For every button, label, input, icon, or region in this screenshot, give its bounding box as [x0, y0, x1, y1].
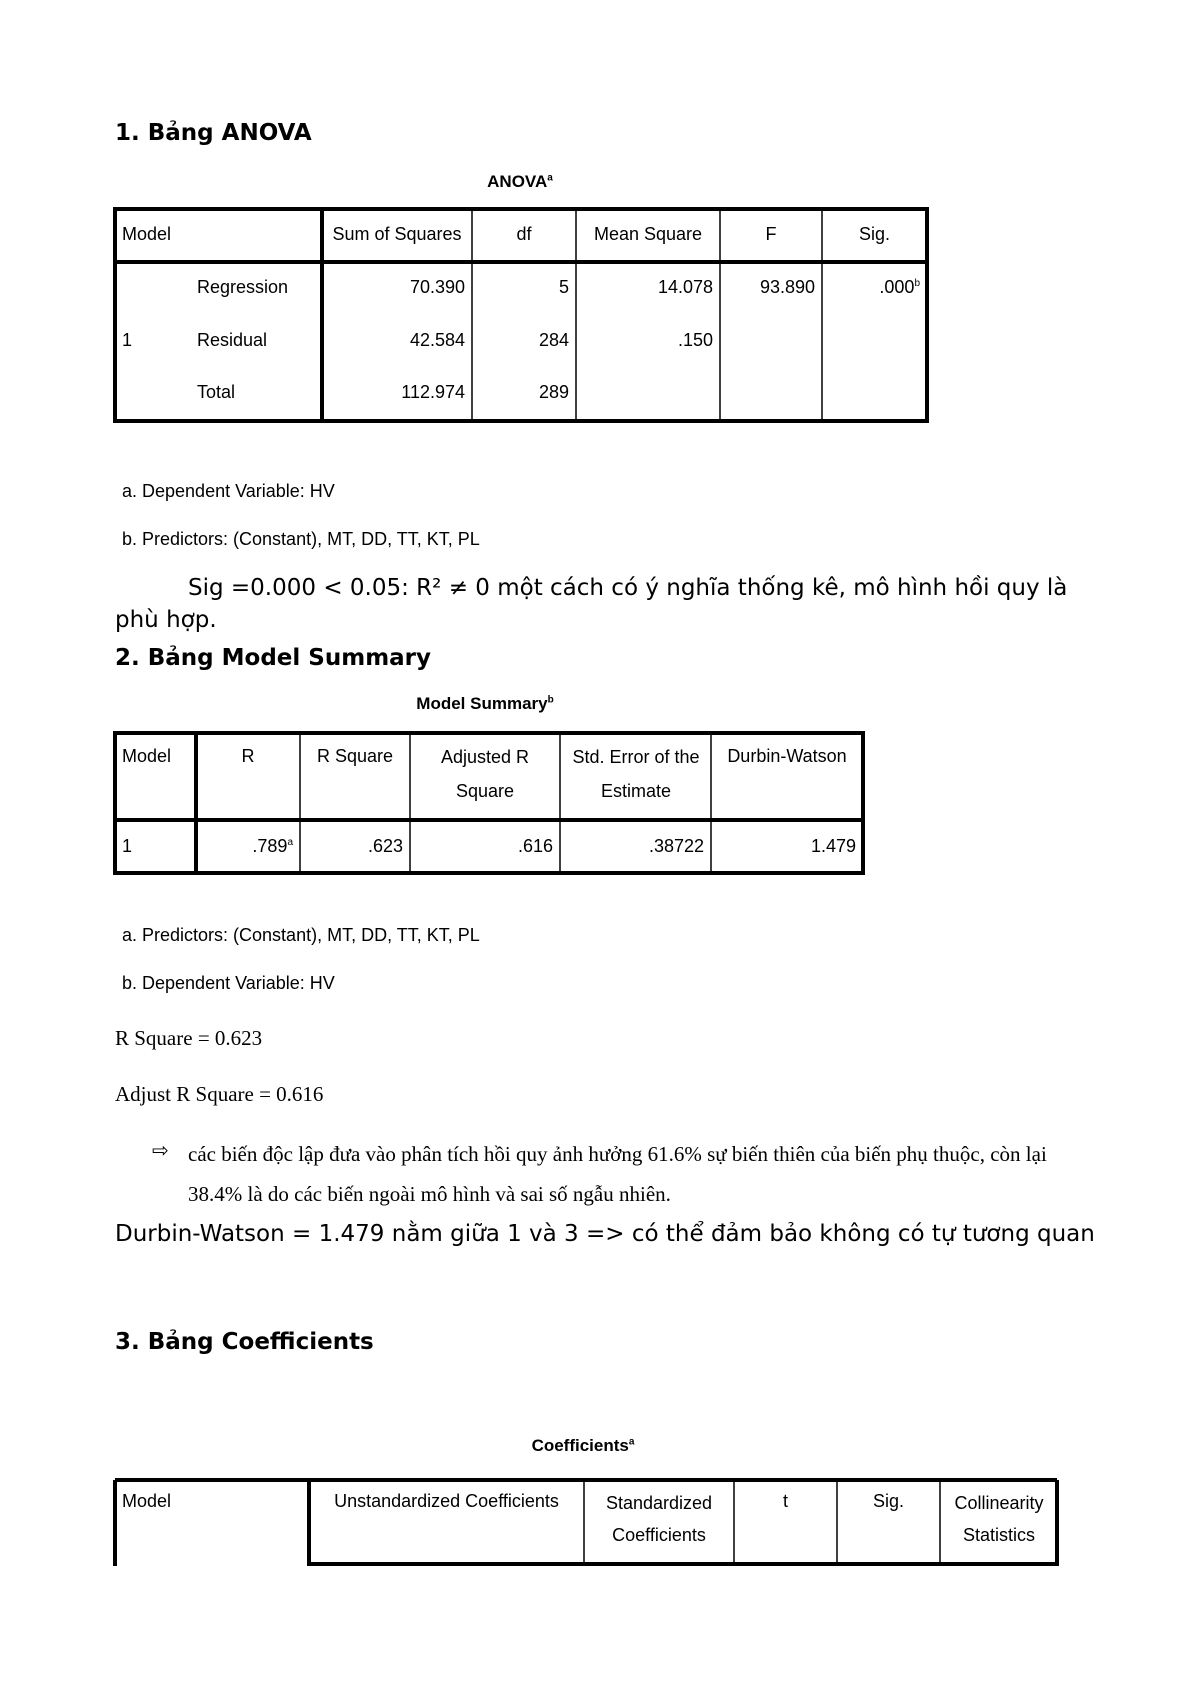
anova-cell: 70.390 [409, 277, 465, 297]
anova-header-model: Model [122, 224, 172, 244]
anova-row-label: Residual [197, 330, 268, 350]
anova-cell: .150 [677, 330, 713, 350]
anova-header-ms: Mean Square [593, 224, 703, 244]
summary-header-se: Std. Error of the Estimate [572, 747, 700, 801]
coef-header-model: Model [122, 1491, 172, 1511]
anova-cell: 289 [538, 382, 569, 402]
anova-cell: 42.584 [409, 330, 465, 350]
anova-model-number: 1 [122, 330, 133, 350]
summary-header-dw: Durbin-Watson [727, 746, 847, 766]
anova-cell: 14.078 [657, 277, 713, 297]
summary-cell-r2: .623 [367, 836, 403, 856]
coefficients-caption: Coefficients$^a$ [531, 1436, 635, 1455]
coefficients-heading: 3. Bảng Coefficients [115, 1329, 374, 1355]
anova-header-ss: Sum of Squares [332, 224, 462, 244]
anova-cell: 284 [538, 330, 569, 350]
anova-note-a: a. Dependent Variable: HV [122, 481, 335, 501]
anova-heading: 1. Bảng ANOVA [115, 120, 312, 146]
summary-header-r2: R Square [316, 746, 394, 766]
r-square-text: R Square = 0.623 [115, 1026, 263, 1050]
anova-caption: ANOVA$^a$ [487, 172, 553, 191]
coef-header-collinearity: Collinearity Statistics [954, 1493, 1044, 1545]
durbin-watson-text: Durbin-Watson = 1.479 nằm giữa 1 và 3 => có thể đảm bảo không có tự tương quan [115, 1221, 1095, 1247]
interpretation-bullet: các biến độc lập đưa vào phân tích hồi quy ảnh hưởng 61.6% sự biến thiên của biến phụ thuộc, còn lại 38.4% là do các biến ngoài mô hình và sai số ngẫu nhiên. [188, 1142, 1047, 1206]
summary-cell-r: .789$^a$ [252, 836, 293, 856]
anova-header-sig: Sig. [858, 224, 891, 244]
summary-cell-se: .38722 [648, 836, 704, 856]
summary-cell-adj: .616 [517, 836, 553, 856]
coef-header-t: t [782, 1491, 788, 1511]
anova-cell: 112.974 [401, 382, 465, 402]
coef-header-unstd: Unstandardized Coefficients [334, 1491, 559, 1511]
coef-header-std: Standardized Coefficients [605, 1493, 713, 1545]
coef-header-sig: Sig. [872, 1491, 905, 1511]
adjusted-r-square-text: Adjust R Square = 0.616 [115, 1082, 324, 1106]
summary-header-model: Model [122, 746, 172, 766]
anova-row-label: Total [197, 382, 236, 402]
anova-header-df: df [516, 224, 532, 244]
summary-note-a: a. Predictors: (Constant), MT, DD, TT, KT, PL [122, 925, 480, 945]
anova-cell: 93.890 [759, 277, 815, 297]
summary-note-b: b. Dependent Variable: HV [122, 973, 335, 993]
anova-header-f: F [765, 224, 777, 244]
anova-cell-sig: .000$^b$ [879, 277, 920, 297]
summary-caption: Model Summary$^b$ [416, 694, 554, 713]
summary-cell-dw: 1.479 [810, 836, 856, 856]
anova-row-label: Regression [197, 277, 289, 297]
summary-heading: 2. Bảng Model Summary [115, 645, 432, 671]
summary-header-r: R [241, 746, 255, 766]
arrow-bullet-icon: ⇨ [152, 1140, 169, 1162]
anova-conclusion: Sig =0.000 < 0.05: R² ≠ 0 một cách có ý nghĩa thống kê, mô hình hồi quy là phù hợp. [115, 575, 1068, 633]
anova-cell: 5 [558, 277, 569, 297]
summary-cell-model: 1 [122, 836, 133, 856]
summary-header-adj: Adjusted R Square [440, 747, 530, 801]
anova-note-b: b. Predictors: (Constant), MT, DD, TT, KT, PL [122, 529, 480, 549]
